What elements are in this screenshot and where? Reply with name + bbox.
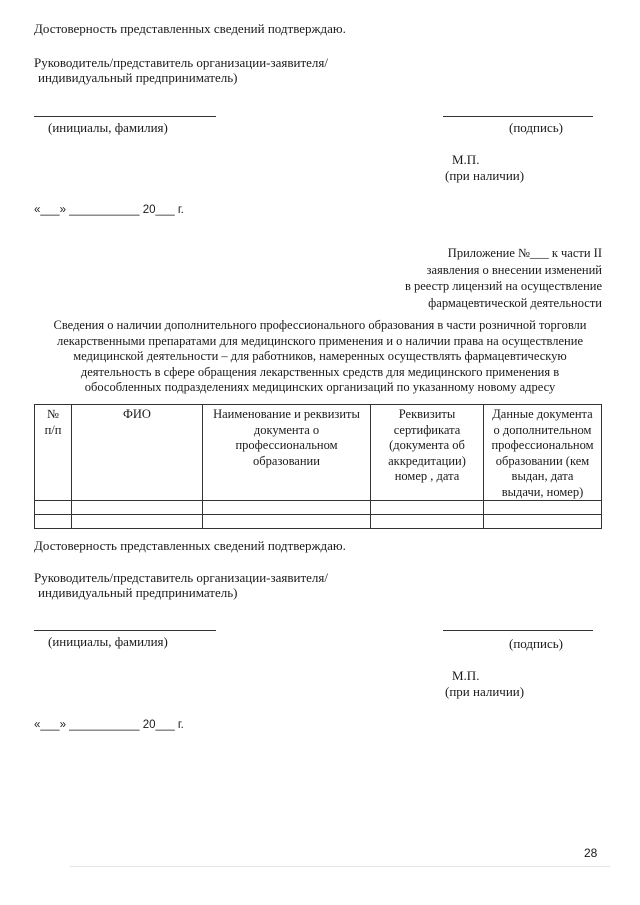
date-field: «___» ___________ 20___ г. [34,204,184,216]
annex-line: фармацевтической деятельности [428,295,602,310]
table-cell [371,501,484,515]
table-row [35,501,602,515]
initials-line [34,630,216,631]
head-title-line2: индивидуальный предприниматель) [38,585,238,600]
annex-reference [380,245,602,311]
stamp-label: М.П. [452,152,480,167]
table-cell [72,515,203,529]
confirm-text: Достоверность представленных сведений подтверждаю. [34,21,346,36]
scan-artifact-line [70,866,610,867]
col-number-header: № п/п [35,405,72,501]
table-cell [35,515,72,529]
table-header-row [35,405,602,501]
table-row [35,515,602,529]
annex-line: Приложение №___ к части II [447,246,602,260]
table-cell [72,501,203,515]
head-title-line2: индивидуальный предприниматель) [38,70,238,85]
initials-caption: (инициалы, фамилия) [48,120,168,135]
initials-caption: (инициалы, фамилия) [48,634,168,649]
table-cell [35,501,72,515]
head-title-line1: Руководитель/представитель организации-заявителя/ [34,55,329,70]
annex-line: в реестр лицензий на осуществление [404,279,602,293]
table-cell [484,501,602,515]
signature-caption: (подпись) [509,120,563,135]
table-cell [371,515,484,529]
col-additional-education-header: Данные документа о дополнительном профессиональном образовании (кем выдан, дата выдачи, номер) [484,405,602,501]
page-number: 28 [584,846,598,860]
heading-line: лекарственными препаратами для медицинского применения и о наличии права на осуществление [57,333,583,348]
heading-line: обособленных подразделениях медицинских организаций по указанному новому адресу [84,380,556,395]
date-field: «___» ___________ 20___ г. [34,719,184,731]
annex-line: заявления о внесении изменений [426,262,602,277]
signature-caption: (подпись) [509,636,563,651]
stamp-note: (при наличии) [445,168,525,183]
col-education-doc-header: Наименование и реквизиты документа о профессиональном образовании [203,405,371,501]
col-certificate-header: Реквизиты сертификата (документа об аккредитации) номер , дата [371,405,484,501]
initials-line [34,116,216,117]
section-heading [28,318,612,396]
table-cell [203,515,371,529]
signature-line [443,630,593,631]
table-cell [484,515,602,529]
heading-line: медицинской деятельности – для работников, намеренных осуществлять фармацевтическую [73,349,567,364]
signature-line [443,116,593,117]
stamp-label: М.П. [452,668,480,683]
stamp-note: (при наличии) [445,684,525,699]
confirm-text: Достоверность представленных сведений подтверждаю. [34,538,346,553]
col-fio-header: ФИО [72,405,203,501]
table-cell [203,501,371,515]
heading-line: деятельность в сфере обращения лекарственных средств для медицинского применения в [80,364,560,379]
head-title-line1: Руководитель/представитель организации-заявителя/ [34,570,329,585]
heading-line: Сведения о наличии дополнительного профессионального образования в части розничной торговли [53,318,587,332]
education-table [34,404,602,529]
